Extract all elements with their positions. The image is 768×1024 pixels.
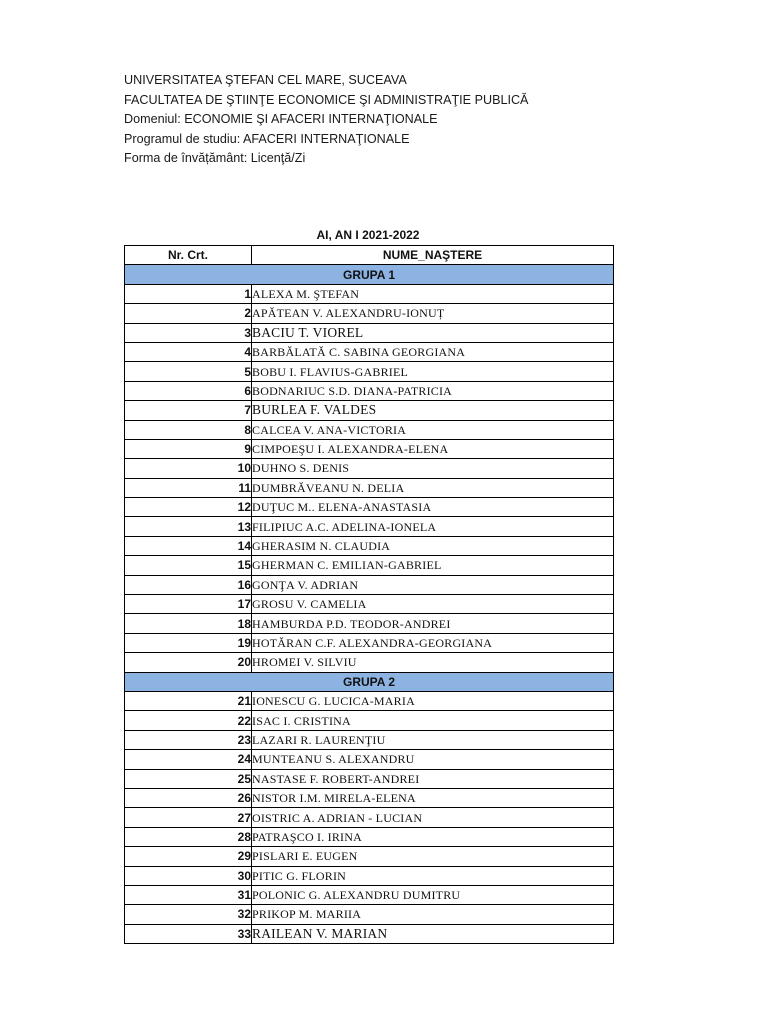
university-line: UNIVERSITATEA ŞTEFAN CEL MARE, SUCEAVA xyxy=(124,73,407,87)
table-row xyxy=(125,439,614,458)
student-name: GHERASIM N. CLAUDIA xyxy=(252,536,614,555)
row-number: 11 xyxy=(125,478,252,497)
student-name: ALEXA M. ŞTEFAN xyxy=(252,284,614,303)
row-number: 8 xyxy=(125,420,252,439)
table-row xyxy=(125,730,614,749)
study-program-line: Programul de studiu: AFACERI INTERNAŢIONALE xyxy=(124,131,410,146)
table-row xyxy=(125,711,614,730)
row-number: 22 xyxy=(125,711,252,730)
row-number: 16 xyxy=(125,575,252,594)
student-name: NASTASE F. ROBERT-ANDREI xyxy=(252,769,614,788)
row-number: 30 xyxy=(125,866,252,885)
group-row xyxy=(125,265,614,284)
table-row xyxy=(125,478,614,497)
table-row xyxy=(125,420,614,439)
row-number: 2 xyxy=(125,304,252,323)
column-header-name: NUME_NAŞTERE xyxy=(252,246,614,265)
row-number: 3 xyxy=(125,323,252,342)
table-row xyxy=(125,769,614,788)
row-number: 4 xyxy=(125,342,252,361)
row-number: 5 xyxy=(125,362,252,381)
student-name: FILIPIUC A.C. ADELINA-IONELA xyxy=(252,517,614,536)
student-name: CALCEA V. ANA-VICTORIA xyxy=(252,420,614,439)
student-name: BURLEA F. VALDES xyxy=(252,401,614,420)
row-number: 10 xyxy=(125,459,252,478)
row-number: 31 xyxy=(125,885,252,904)
student-name: OISTRIC A. ADRIAN - LUCIAN xyxy=(252,808,614,827)
student-name: BODNARIUC S.D. DIANA-PATRICIA xyxy=(252,381,614,400)
group-label: GRUPA 1 xyxy=(125,265,614,284)
row-number: 23 xyxy=(125,730,252,749)
table-row xyxy=(125,284,614,303)
student-name: GHERMAN C. EMILIAN-GABRIEL xyxy=(252,556,614,575)
document-header xyxy=(124,71,528,169)
study-form-line: Forma de învățământ: Licenţă/Zi xyxy=(124,151,306,166)
table-row xyxy=(125,788,614,807)
student-name: DUMBRĂVEANU N. DELIA xyxy=(252,478,614,497)
table-row xyxy=(125,498,614,517)
table-row xyxy=(125,323,614,342)
student-name: MUNTEANU S. ALEXANDRU xyxy=(252,750,614,769)
row-number: 24 xyxy=(125,750,252,769)
student-name: BACIU T. VIOREL xyxy=(252,323,614,342)
faculty-line: FACULTATEA DE ŞTIINŢE ECONOMICE ŞI ADMINISTRAŢIE PUBLICĂ xyxy=(124,92,529,107)
student-name: ISAC I. CRISTINA xyxy=(252,711,614,730)
row-number: 7 xyxy=(125,401,252,420)
row-number: 27 xyxy=(125,808,252,827)
table-row xyxy=(125,633,614,652)
table-row xyxy=(125,575,614,594)
table-row xyxy=(125,362,614,381)
table-row xyxy=(125,556,614,575)
student-name: DUHNO S. DENIS xyxy=(252,459,614,478)
table-row xyxy=(125,847,614,866)
table-row xyxy=(125,885,614,904)
student-name: IONESCU G. LUCICA-MARIA xyxy=(252,691,614,710)
table-row xyxy=(125,827,614,846)
student-roster-table xyxy=(124,245,614,944)
table-row xyxy=(125,808,614,827)
table-row xyxy=(125,866,614,885)
table-row xyxy=(125,905,614,924)
row-number: 33 xyxy=(125,924,252,943)
group-label: GRUPA 2 xyxy=(125,672,614,691)
row-number: 25 xyxy=(125,769,252,788)
student-name: POLONIC G. ALEXANDRU DUMITRU xyxy=(252,885,614,904)
row-number: 14 xyxy=(125,536,252,555)
row-number: 18 xyxy=(125,614,252,633)
row-number: 32 xyxy=(125,905,252,924)
row-number: 17 xyxy=(125,595,252,614)
table-header-row xyxy=(125,246,614,265)
table-title: AI, AN I 2021-2022 xyxy=(316,228,420,242)
row-number: 13 xyxy=(125,517,252,536)
row-number: 15 xyxy=(125,556,252,575)
table-row xyxy=(125,614,614,633)
student-name: CIMPOEŞU I. ALEXANDRA-ELENA xyxy=(252,439,614,458)
student-name: BOBU I. FLAVIUS-GABRIEL xyxy=(252,362,614,381)
row-number: 9 xyxy=(125,439,252,458)
student-name: PATRAŞCO I. IRINA xyxy=(252,827,614,846)
student-name: HOTĂRAN C.F. ALEXANDRA-GEORGIANA xyxy=(252,633,614,652)
row-number: 28 xyxy=(125,827,252,846)
student-name: PITIC G. FLORIN xyxy=(252,866,614,885)
student-name: PRIKOP M. MARIIA xyxy=(252,905,614,924)
student-name: PISLARI E. EUGEN xyxy=(252,847,614,866)
table-row xyxy=(125,304,614,323)
student-name: NISTOR I.M. MIRELA-ELENA xyxy=(252,788,614,807)
table-row xyxy=(125,595,614,614)
table-row xyxy=(125,750,614,769)
table-row xyxy=(125,342,614,361)
row-number: 12 xyxy=(125,498,252,517)
table-row xyxy=(125,691,614,710)
table-row xyxy=(125,459,614,478)
student-name: GROSU V. CAMELIA xyxy=(252,595,614,614)
row-number: 6 xyxy=(125,381,252,400)
student-name: GONŢA V. ADRIAN xyxy=(252,575,614,594)
student-name: HROMEI V. SILVIU xyxy=(252,653,614,672)
roster-body xyxy=(125,265,614,944)
student-name: BARBĂLATĂ C. SABINA GEORGIANA xyxy=(252,342,614,361)
table-row xyxy=(125,653,614,672)
table-row xyxy=(125,381,614,400)
table-row xyxy=(125,924,614,943)
row-number: 26 xyxy=(125,788,252,807)
domain-line: Domeniul: ECONOMIE ŞI AFACERI INTERNAŢIONALE xyxy=(124,112,438,127)
student-name: RAILEAN V. MARIAN xyxy=(252,924,614,943)
row-number: 19 xyxy=(125,633,252,652)
table-row xyxy=(125,536,614,555)
student-name: DUŢUC M.. ELENA-ANASTASIA xyxy=(252,498,614,517)
table-row xyxy=(125,401,614,420)
student-name: LAZARI R. LAURENŢIU xyxy=(252,730,614,749)
student-name: APĂTEAN V. ALEXANDRU-IONUȚ xyxy=(252,304,614,323)
row-number: 20 xyxy=(125,653,252,672)
student-name: HAMBURDA P.D. TEODOR-ANDREI xyxy=(252,614,614,633)
row-number: 29 xyxy=(125,847,252,866)
row-number: 1 xyxy=(125,284,252,303)
group-row xyxy=(125,672,614,691)
row-number: 21 xyxy=(125,691,252,710)
column-header-nr: Nr. Crt. xyxy=(125,246,252,265)
table-row xyxy=(125,517,614,536)
